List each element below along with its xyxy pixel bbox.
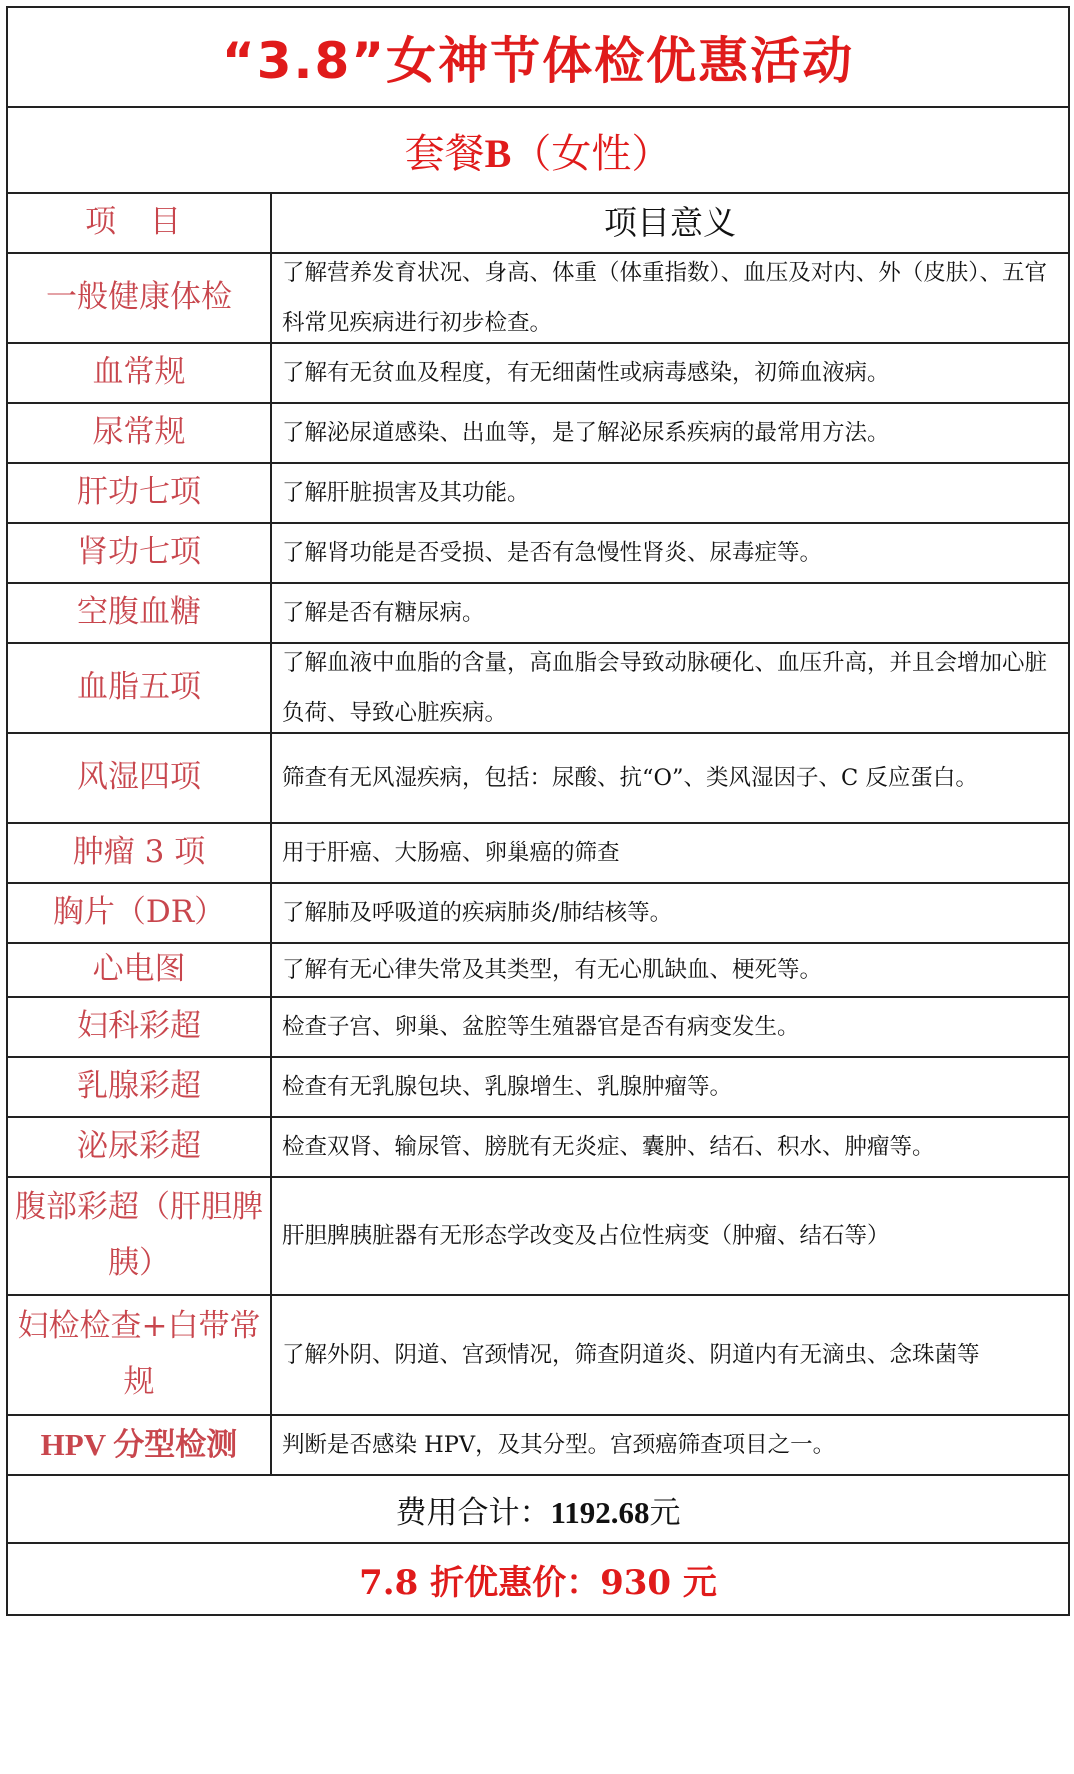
item-meaning: 检查有无乳腺包块、乳腺增生、乳腺肿瘤等。	[282, 1074, 733, 1100]
item-name: 妇检检查+白带常规	[8, 1296, 272, 1414]
table-row	[6, 942, 1070, 998]
item-meaning: 了解有无贫血及程度，有无细菌性或病毒感染，初筛血液病。	[282, 360, 890, 386]
total-cost: 费用合计：1192.68元	[395, 1494, 681, 1531]
item-meaning: 了解是否有糖尿病。	[282, 600, 485, 626]
item-name: 胸片（DR）	[8, 884, 272, 942]
package-subtitle: 套餐B（女性）	[404, 130, 672, 177]
table-header-row	[6, 192, 1070, 254]
table-row	[6, 882, 1070, 944]
item-name: 肾功七项	[8, 524, 272, 582]
table-row	[6, 732, 1070, 824]
item-name: 血常规	[8, 344, 272, 402]
table-row	[6, 1116, 1070, 1178]
item-meaning: 了解营养发育状况、身高、体重（体重指数）、血压及对内、外（皮肤）、五官科常见疾病进行初步检查。	[282, 260, 1048, 336]
table-row	[6, 582, 1070, 644]
table-row	[6, 462, 1070, 524]
table-row	[6, 1294, 1070, 1416]
table-row	[6, 402, 1070, 464]
item-meaning: 筛查有无风湿疾病，包括：尿酸、抗“O”、类风湿因子、C 反应蛋白。	[282, 765, 978, 791]
item-meaning: 肝胆脾胰脏器有无形态学改变及占位性病变（肿瘤、结石等）	[282, 1223, 890, 1249]
item-name: 一般健康体检	[8, 254, 272, 342]
item-name: 血脂五项	[8, 644, 272, 732]
table-row	[6, 642, 1070, 734]
item-meaning: 了解泌尿道感染、出血等，是了解泌尿系疾病的最常用方法。	[282, 420, 890, 446]
item-name: 尿常规	[8, 404, 272, 462]
subtitle-row	[6, 106, 1070, 194]
table-row	[6, 1414, 1070, 1476]
discount-price: 7.8 折优惠价：930 元	[359, 1562, 717, 1603]
item-meaning: 了解肺及呼吸道的疾病肺炎/肺结核等。	[282, 900, 673, 926]
item-name: 乳腺彩超	[8, 1058, 272, 1116]
item-meaning: 了解血液中血脂的含量，高血脂会导致动脉硬化、血压升高，并且会增加心脏负荷、导致心脏疾病。	[282, 650, 1048, 726]
header-item: 项 目	[8, 194, 272, 252]
item-name: 泌尿彩超	[8, 1118, 272, 1176]
item-name: 肝功七项	[8, 464, 272, 522]
header-meaning: 项目意义	[604, 203, 736, 242]
total-row	[6, 1474, 1070, 1544]
table-row	[6, 342, 1070, 404]
item-meaning: 检查子宫、卵巢、盆腔等生殖器官是否有病变发生。	[282, 1014, 800, 1040]
price-sheet	[6, 6, 1070, 1768]
item-meaning: 了解肝脏损害及其功能。	[282, 480, 530, 506]
item-name: 肿瘤 3 项	[8, 824, 272, 882]
item-name: 风湿四项	[8, 734, 272, 822]
table-row	[6, 822, 1070, 884]
table-row	[6, 996, 1070, 1058]
item-name: HPV 分型检测	[8, 1416, 272, 1474]
item-meaning: 了解外阴、阴道、宫颈情况，筛查阴道炎、阴道内有无滴虫、念珠菌等	[282, 1342, 980, 1368]
item-meaning: 了解肾功能是否受损、是否有急慢性肾炎、尿毒症等。	[282, 540, 823, 566]
item-name: 妇科彩超	[8, 998, 272, 1056]
discount-row	[6, 1542, 1070, 1616]
page-title: “3.8”女神节体检优惠活动	[221, 32, 855, 90]
item-name: 空腹血糖	[8, 584, 272, 642]
table-row	[6, 252, 1070, 344]
item-meaning: 检查双肾、输尿管、膀胱有无炎症、囊肿、结石、积水、肿瘤等。	[282, 1134, 935, 1160]
table-row	[6, 1056, 1070, 1118]
item-name: 腹部彩超（肝胆脾胰）	[8, 1178, 272, 1294]
item-meaning: 了解有无心律失常及其类型，有无心肌缺血、梗死等。	[282, 957, 823, 983]
item-name: 心电图	[8, 944, 272, 996]
item-meaning: 判断是否感染 HPV，及其分型。宫颈癌筛查项目之一。	[282, 1432, 836, 1458]
title-row	[6, 6, 1070, 108]
table-row	[6, 522, 1070, 584]
item-meaning: 用于肝癌、大肠癌、卵巢癌的筛查	[282, 840, 620, 866]
table-row	[6, 1176, 1070, 1296]
